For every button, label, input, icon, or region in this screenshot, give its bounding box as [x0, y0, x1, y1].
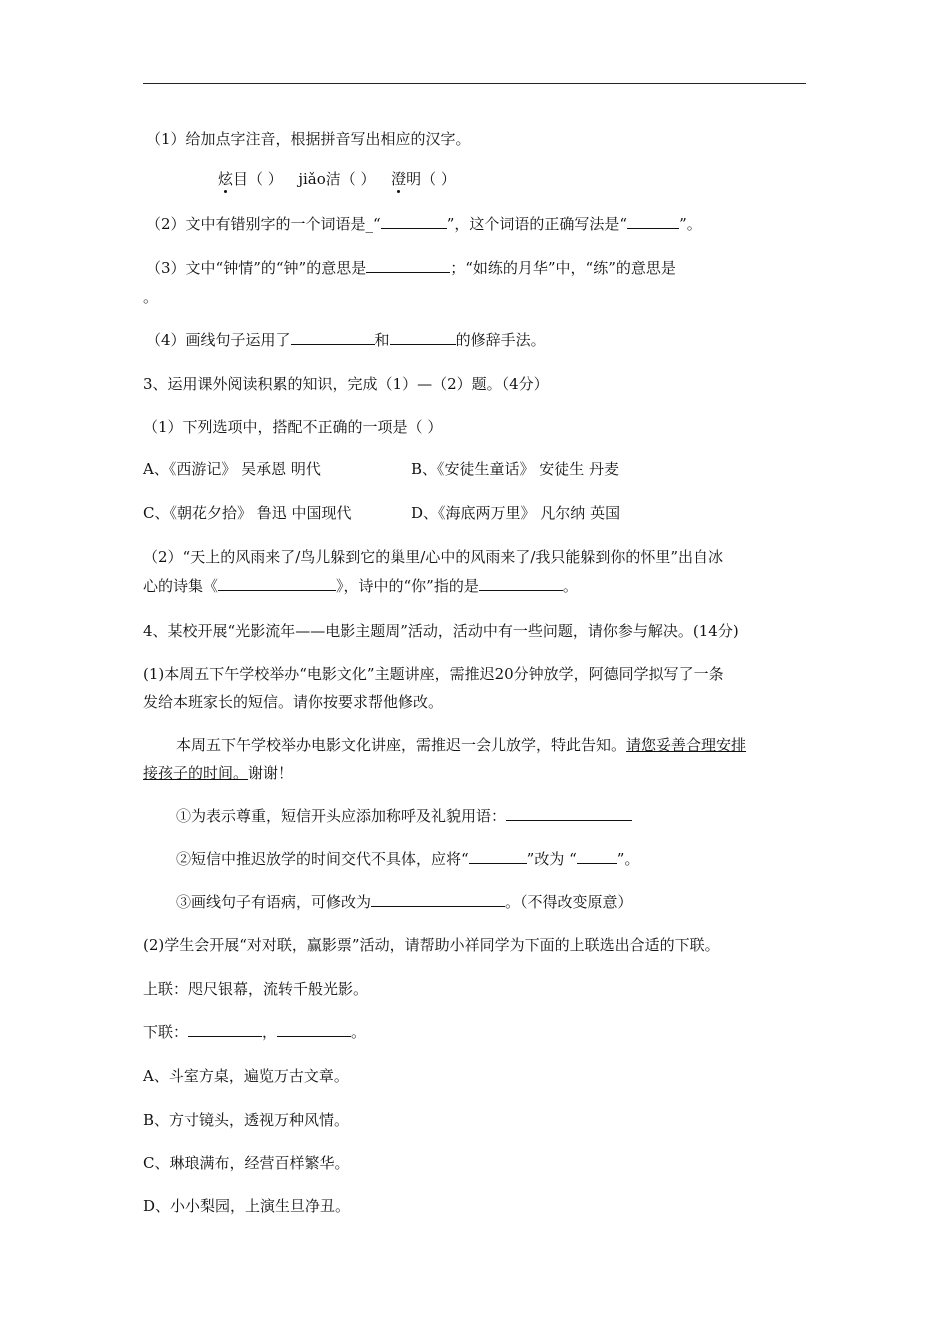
- q2-sub3: [146, 258, 676, 278]
- couplet-lower: [143, 1022, 366, 1042]
- q2-pinyin-words: [218, 169, 456, 189]
- answer-blank[interactable]: [366, 258, 450, 273]
- couplet-lower-label: 下联：: [143, 1023, 189, 1041]
- answer-blank[interactable]: [291, 330, 375, 345]
- q3-option-b: B、《安徒生童话》 安徒生 丹麦: [411, 460, 620, 478]
- q2-sub4: [146, 330, 546, 350]
- q2-sub4-text-a: （4）画线句子运用了: [146, 331, 291, 349]
- q4-item3: [176, 892, 633, 912]
- sms-message-line1: [176, 735, 746, 755]
- answer-blank[interactable]: [627, 214, 679, 229]
- q3-sub1: （1）下列选项中，搭配不正确的一项是（ ）: [143, 418, 443, 436]
- q2-sub3-text-a: （3）文中“钟情”的“钟”的意思是: [146, 259, 367, 277]
- q3-sub2-text-b: 》，诗中的“你”指的是: [336, 577, 479, 595]
- answer-blank[interactable]: [506, 806, 632, 821]
- sms-text-a: 本周五下午学校举办电影文化讲座，需推迟一会儿放学，特此告知。: [176, 736, 627, 754]
- q2-sub4-text-b: 和: [374, 331, 390, 349]
- q4-title: 4、某校开展“光影流年——电影主题周”活动，活动中有一些问题，请你参与解决。(14分): [143, 622, 739, 640]
- answer-blank[interactable]: [469, 849, 527, 864]
- q4-item3-text-a: ③画线句子有语病，可修改为: [176, 893, 372, 911]
- couplet-lower-comma: ，: [262, 1023, 278, 1041]
- q2-sub3-end: 。: [143, 288, 159, 306]
- q2-sub2-text-a: （2）文中有错别字的一个词语是_“: [146, 215, 381, 233]
- word1-rest: 目（ ）: [233, 170, 283, 188]
- q3-sub2-text-a: 心的诗集《: [143, 577, 219, 595]
- q3-title: 3、运用课外阅读积累的知识，完成（1）—（2）题。（4分）: [143, 375, 549, 393]
- dotted-char-2: 澄: [391, 170, 407, 188]
- q4-sub1-line1: (1)本周五下午学校举办“电影文化”主题讲座，需推迟20分钟放学，阿德同学拟写了一条: [143, 665, 724, 683]
- sms-message-line2: [143, 763, 293, 783]
- answer-blank[interactable]: [577, 849, 617, 864]
- q2-sub3-text-b: ；“如练的月华”中，“练”的意思是: [450, 259, 676, 277]
- q4-item2-text-c: ”。: [616, 850, 640, 868]
- sms-underlined-b: 接孩子的时间。: [143, 764, 249, 782]
- q2-sub2-text-c: ”。: [679, 215, 702, 233]
- q3-option-a: A、《西游记》 吴承恩 明代: [143, 460, 321, 478]
- q4-sub1-line2: 发给本班家长的短信。请你按要求帮他修改。: [143, 693, 444, 711]
- q4-option-c: C、琳琅满布，经营百样繁华。: [143, 1154, 350, 1172]
- q4-option-b: B、方寸镜头，透视万种风情。: [143, 1111, 350, 1129]
- q4-option-d: D、小小梨园，上演生旦净丑。: [143, 1197, 351, 1215]
- answer-blank[interactable]: [188, 1022, 262, 1037]
- answer-blank[interactable]: [218, 576, 336, 591]
- answer-blank[interactable]: [277, 1022, 351, 1037]
- couplet-lower-end: 。: [351, 1023, 367, 1041]
- answer-blank[interactable]: [371, 892, 505, 907]
- dotted-char-1: 炫: [218, 170, 234, 188]
- answer-blank[interactable]: [381, 214, 447, 229]
- q3-option-c: C、《朝花夕拾》 鲁迅 中国现代: [143, 504, 352, 522]
- q4-item1: [176, 806, 632, 826]
- q4-item3-text-b: 。（不得改变原意）: [505, 893, 633, 911]
- word3-rest: 明（ ）: [406, 170, 456, 188]
- sms-underlined-a: 请您妥善合理安排: [626, 736, 747, 754]
- answer-blank[interactable]: [479, 576, 563, 591]
- q4-item2-text-b: ”改为 “: [526, 850, 577, 868]
- q4-sub2: (2)学生会开展“对对联，赢影票”活动，请帮助小祥同学为下面的上联选出合适的下联。: [143, 936, 720, 954]
- q3-sub2-line2: [143, 576, 578, 596]
- q4-item2: [176, 849, 639, 869]
- q2-sub4-text-c: 的修辞手法。: [455, 331, 546, 349]
- sms-text-b: 谢谢！: [248, 764, 294, 782]
- q2-sub1: （1）给加点字注音，根据拼音写出相应的汉字。: [146, 130, 471, 148]
- couplet-upper: 上联：咫尺银幕，流转千般光影。: [143, 980, 369, 998]
- q3-option-d: D、《海底两万里》 凡尔纳 英国: [411, 504, 621, 522]
- q4-option-a: A、斗室方桌，遍览万古文章。: [143, 1067, 349, 1085]
- q2-sub2-text-b: ”，这个词语的正确写法是“: [446, 215, 628, 233]
- q3-sub2-line1: （2）“天上的风雨来了/鸟儿躲到它的巢里/心中的风雨来了/我只能躲到你的怀里”出自冰: [143, 548, 724, 566]
- q4-item2-text-a: ②短信中推迟放学的时间交代不具体，应将“: [176, 850, 469, 868]
- header-rule: [143, 83, 806, 84]
- q4-item1-text: ①为表示尊重，短信开头应添加称呼及礼貌用语：: [176, 807, 507, 825]
- q2-sub2: [146, 214, 702, 234]
- q3-sub2-text-c: 。: [562, 577, 578, 595]
- answer-blank[interactable]: [390, 330, 456, 345]
- word2: jiǎo洁（ ）: [298, 170, 376, 188]
